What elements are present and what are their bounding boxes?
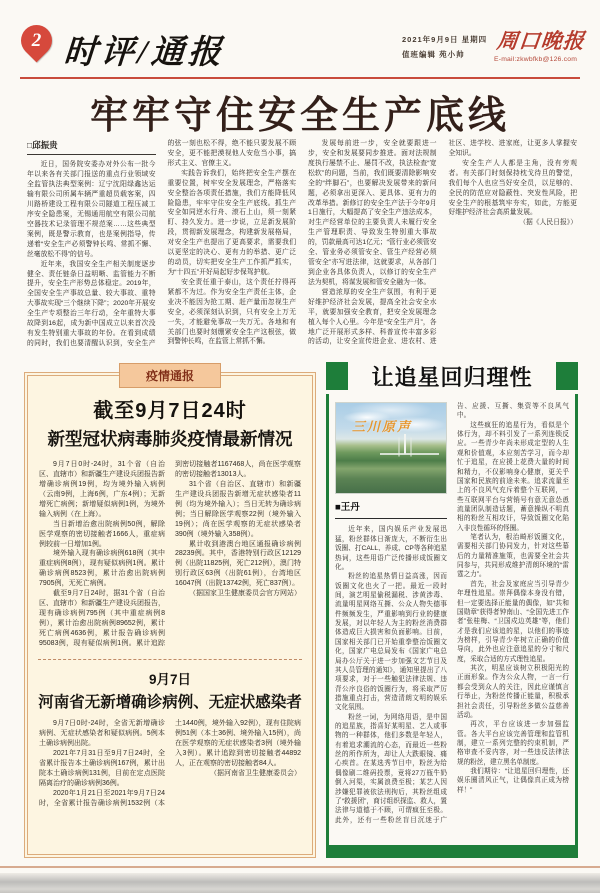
scenery-photo [335,402,447,494]
scan-artifact-band [0,873,600,893]
paragraph: 当日新增治愈出院病例50例，解除医学观察的密切接触者1666人，重症病例较前一日增加1例。 [39,520,165,548]
photo-caption: 三川原声 [352,419,413,434]
star-article-body [335,402,569,838]
bridge-deck-icon [380,453,439,455]
epidemic-title-line1: 截至9月7日24时 [93,400,247,422]
duty-editor: 值班编辑 苑小帅 [402,50,465,60]
star-title: 让追星回归理性 [371,364,533,390]
paragraph: 9月7日0时-24时，全省无新增确诊病例、无症状感染者和疑似病例。5例本土确诊病例出院。 [39,720,165,747]
article-byline: □邱振贵 [27,139,156,155]
paragraph: （据国家卫生健康委员会官方网站） [189,590,301,598]
paragraph: 粉丝一词，为网络用语，是中国的追星族，指喜好某明星、艺人或事物的一种群体，他们多数是年轻人，有着追求潮流的心态，而最近一些粉丝的所作所为，却让人大跌眼镜、痛心疾首。在某选秀节目中，粉丝为给偶像刷二维码投票，竟将27万瓶牛奶倒入河渠，实属浪费至极；某艺人因涉嫌犯罪被依法刑拘后，其粉丝组成了“救援团”，商讨组织探监、救人，置法律与道德于不顾，可谓疯狂至极。此外，还有一些粉丝盲目沉迷于广告、应援、互撕、集资等不良风气中。 [335,403,569,824]
issue-info [402,34,487,65]
epidemic-title-line2: 新型冠状病毒肺炎疫情最新情况 [47,429,293,449]
green-accent-left [326,362,348,390]
paragraph: 安全责任重于泰山，这个责任拧得再紧都不为过。作为安全生产责任主体，企业决不能因为抢工期、赶产量而忽视生产安全，必须深刻认识到，只有安全上万无一失，才能避免事故一失万无。各地和有关部门也要时刻绷紧安全生产这根弦，做到警钟长鸣，在监管上常抓不懈。 [167,278,296,346]
star-title-row [326,360,578,392]
paragraph: 截至9月7日24时，据31个省（自治区、直辖市）和新疆生产建设兵团报告，现有确诊病例795例（其中重症病例8例），累计治愈出院病例89652例，累计死亡病例4636例，累计报告确诊病例95083例，现有疑似病例1例。累计追踪到密切接触者1167468人，尚在医学观察的密切接触者13013人。 [39,461,301,647]
star-byline: ■王丹 [335,501,447,519]
green-accent-right [556,362,578,390]
page-number: 2 [31,30,42,51]
national-epidemic-body [39,460,301,652]
paragraph: 2020年1月21日至2021年9月7日24时，全省累计报告确诊病例1532例（本土1440例，境外输入92例），现有住院病例51例（本土36例、境外输入15例），尚在医学观察的无症状感染者3例（境外输入3例）。累计追踪到密切接触者44892人，正在观察的密切接触者84人。 [39,720,301,807]
bridge-icon [404,434,406,454]
star-commentary-box [326,360,578,858]
main-headline: 牢牢守住安全生产底线 [89,95,510,137]
paragraph: 首先，社会及家庭应当引导青少年理性追星。崇拜偶像本身没有错，但一定要选择正能量的偶像，如“共和国勋章”获得者钟南山、“全国先进工作者”张桂梅、“卫国戍边英雄”等，他们才是我们应该追的星，以他们的事迹为榜样，引导青少年树立正确的价值导向，此外也应注意追星的分寸和尺度，采取合适的方式理性追星。 [457,580,569,663]
dotted-divider [38,659,302,660]
paragraph: 31个省（自治区、直辖市）和新疆生产建设兵团报告新增无症状感染者11例（均为境外输入）；当日无转为确诊病例；当日解除医学观察22例（境外输入19例）；尚在医学观察的无症状感染者390例（境外输入358例）。 [175,480,301,538]
header-divider [20,77,580,79]
paragraph: 这些疯狂的追星行为，看似是个体行为，却不料引发了一系列连锁反应。一些青少年尚未形成定型的人生观和价值观，本应刻苦学习，而今却忙于追星，在应援上花费大量的时间和精力，不仅影响身心健康，更关乎国家和民族的前途未来。追求流量至上的不良风气充斥着整个互联网，一些互联网平台与营销号有意无意怂恿流量团队制造话题，蓄意操纵不明真相的粉丝互相攻讦，导致饭圈文化陷入非良性循环的怪圈。 [457,421,569,532]
paragraph: 2021年7月31日至9月7日24时，全省累计报告本土确诊病例167例，累计出院本土确诊病例131例，目前在定点医院隔离治疗的确诊病例36例。 [39,749,165,787]
paragraph: 粉丝的追星热情日益高涨，因而饭圈文化也火了一把。最近一段时间，演艺明星偷税漏税、涉黄涉毒、流量明星网络互撕、公众人物失德事件频频发生，严重影响到行业的健康发展，对以年轻人为主的粉丝消费群体造成巨大损害和负面影响。目前，国家相关部门已开始重拳整治饭圈文化，国家广电总局发布《国家广电总局办公厅关于进一步加强文艺节目及其人员管理的通知》，通知里提出了八项要求，对于一些触犯法律法规、违背公序良俗的饭圈行为，将采取严厉措施重点打击，营造清朗文明的娱乐文化氛围。 [335,573,447,712]
henan-epidemic-body [39,719,301,815]
publication-date: 2021年9月9日 星期四 [402,35,488,44]
epidemic-tab-label: 疫情通报 [119,363,221,388]
paragraph: 实践告诉我们，始终把安全生产摆在重要位置，树牢安全发展理念，严格落实安全整治各项责任措施，我们方能降低风险隐患，牢牢守住安全生产底线。抓生产安全如同逆水行舟、滚石上山，须一刻紧盯、持久发力。进一步说，立足新发展阶段，贯彻新发展理念，构建新发展格局，对安全生产也提出了更高要求，需要我们以更坚定的决心、更有力的举措、更广泛的动员，切实把安全生产工作抓严抓实，为“十四五”开好局起好步保驾护航。 [167,169,296,276]
henan-title-line2: 河南省无新增确诊病例、无症状感染者 [38,694,302,711]
paragraph: 我们期待：“让追星回归理性，还娱乐圈清风正气，让偶像真正成为榜样！” [457,768,569,794]
paragraph: 累计收到港澳台地区通报确诊病例28239例。其中，香港特别行政区12129例（出院11825例，死亡212例），澳门特别行政区63例（出院61例），台湾地区16047例（出院13742例，死亡837例）。 [175,540,301,588]
paragraph: 近年来，国内娱乐产业发展迅猛，粉丝群体日渐庞大，不断衍生出饭圈、打CALL、养成、CP等各种追星热词，这些用语广泛传播形成饭圈文化。 [335,526,447,571]
paragraph: 近年来，我国安全生产相关制度逐步健全、责任链条日益明晰、监管能力不断提升，安全生产形势总体稳定。2019年，全国安全生产事故总量、较大事故、重特大事故实现“三个继续下降”；2020年开展安全生产专项整治三年行动，全年重特大事故降到16起，成为新中国成立以来首次没有发生特别重大事故的年份。在看到成绩的同时，我们也要清醒认识到，安全生产的弦一刻也松不得，绝不能只要发展不顾安全，更不能把漠视他人安危当小事，搞形式主义、官僚主义。 [27,140,296,347]
paragraph: 其次，明星应该树立积极阳光的正面形象。作为公众人物，一言一行都会受到众人的关注，因此应谨慎言行举止，为粉丝传播正能量，积极承担社会责任，引导粉丝多做公益慈善活动。 [457,665,569,719]
section-title: 时评/通报 [62,35,227,71]
paragraph: 安全生产人人都是主角，没有旁观者。有关部门时刻保持枕戈待旦的警觉，我们每个人也应当好安全员，以足够的、全民的防范应对隐蔽性、突发性风险，把安全生产的根基筑牢夯实，如此，方能更好维护经济社会高质量发展。 [448,159,577,217]
page-number-badge [15,19,59,63]
epidemic-report-box [24,369,316,858]
main-article-body [27,139,577,351]
paragraph: 营造浓厚的安全生产氛围，有利于更好维护经济社会发展，提高全社会安全水平，就要加强安全教育，把安全发展理念植入每个人心里。今年是“安全生产月”，各地广泛开展形式多样、科普宣传丰富多彩的活动，让安全宣传进企业、进农村、进社区、进学校、进家庭，让更多人掌握安全知识。 [308,140,577,346]
paragraph: （据《人民日报》） [519,219,577,227]
scan-artifact-line [0,866,600,868]
paragraph: 近日，国务院安委办对外公布一批今年以来各有关部门报送的重点行业领域安全监管执法典型案例：辽宁沈阳绿鑫达运输有限公司所属车辆严重超员载客案，四川路桥建设工程有限公司隧道工程压减工序安全隐患案，无锡通用航空有限公司航空器技术记录管理不规范案……这些典型案例，既是警示教育，也是案例指导，传递着“安全生产必须警钟长鸣、常抓不懈、丝毫放松不得”的信号。 [27,161,156,258]
paragraph: （据河南省卫生健康委员会） [210,769,301,777]
henan-title-line1: 9月7日 [148,672,192,687]
paragraph: 再次，平台应该进一步加强监管。各大平台应该完善管理和监管机制，建立一系列完整的约束机制，严格审查不妥内容，对一些违反法律法规的粉丝，建立黑名单制度。 [457,721,569,766]
masthead-logo: 周口晚报 [495,29,587,53]
paragraph: 发展每前进一步，安全就要跟进一步，安全和发展要同步推进。面对法规制度执行屡禁不止、屡罚不改，执法检查“宽松软”的问题，当前，我们既要清除影响安全的“绊脚石”，也要解决发展带来的新问题，必须拿出更深入、更具体、更有力的改革举措。新修订的安全生产法于今年9月1日施行，大幅提高了安全生产违法成本，对生产经营单位的主要负责人未履行安全生产管理职责、导致发生特别重大事故的，罚款最高可达1亿元；“管行业必须管安全、管业务必须管安全、管生产经营必须管安全”亦写进法律，这就要求，从各部门到企业各具体负责人，以修订的安全生产法为契机，将谋发展和管安全融为一体。 [308,140,437,286]
paragraph: 9月7日0时-24时，31个省（自治区、直辖市）和新疆生产建设兵团报告新增确诊病例19例，均为境外输入病例（云南9例，上海6例，广东4例）；无新增死亡病例；新增疑似病例1例，为境外输入病例（在上海）。 [39,461,165,518]
masthead-email: E-mail:zkwbfkb@126.com [494,56,578,63]
paragraph: 境外输入现有确诊病例618例（其中重症病例8例），现有疑似病例1例。累计确诊病例8523例，累计治愈出院病例7905例，无死亡病例。 [39,550,165,588]
paragraph: 笔者认为，根治畸形饭圈文化，需要相关部门协同发力，针对这些幕后的力量精准施策，也需要全社会共同参与，共同形成维护清朗环境的“雷霆之力”。 [457,534,569,579]
